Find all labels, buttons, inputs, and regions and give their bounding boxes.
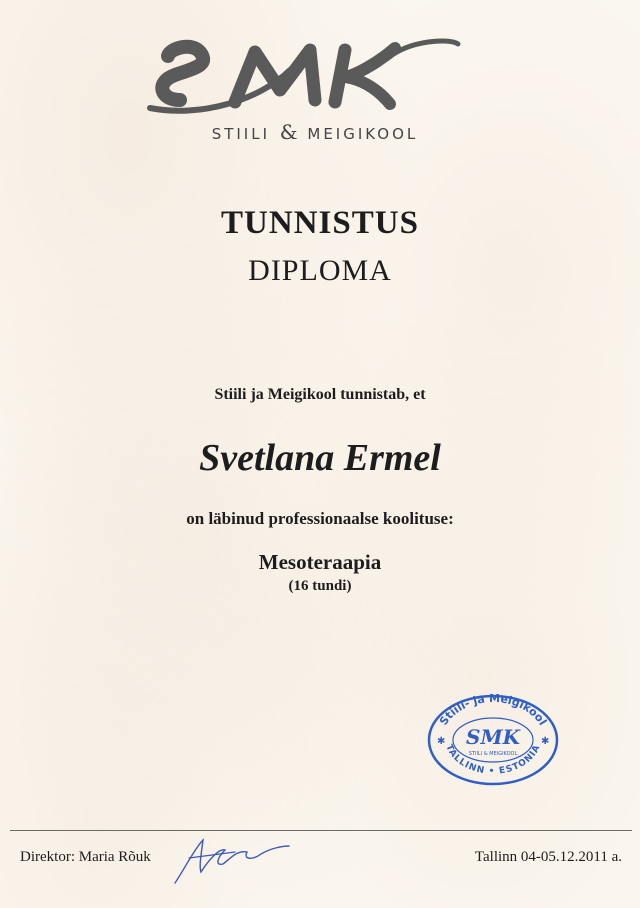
recipient-name: Svetlana Ermel bbox=[199, 437, 441, 479]
course-name: Mesoteraapia bbox=[258, 550, 382, 574]
certificate-subtitle: DIPLOMA bbox=[248, 254, 392, 287]
completion-text: on läbinud professionaalse koolituse: bbox=[186, 509, 454, 528]
place-and-date: Tallinn 04-05.12.2011 a. bbox=[474, 849, 622, 865]
director-signature bbox=[165, 828, 295, 890]
logo-subtitle bbox=[140, 120, 490, 144]
school-stamp bbox=[425, 692, 561, 788]
smk-logo-mark bbox=[140, 30, 490, 120]
logo-subtitle-left: STIILI bbox=[211, 125, 271, 143]
certificate-statement: Stiili ja Meigikool tunnistab, et bbox=[214, 386, 426, 403]
svg-text:✱: ✱ bbox=[437, 736, 446, 747]
svg-text:TALLINN • ESTONIA: TALLINN • ESTONIA bbox=[443, 743, 543, 777]
director-name: Direktor: Maria Rõuk bbox=[20, 849, 151, 865]
signature-mark bbox=[165, 828, 295, 890]
smk-logo bbox=[140, 30, 490, 150]
course-hours: (16 tundi) bbox=[288, 578, 352, 594]
logo-subtitle-amp: & bbox=[279, 120, 298, 144]
svg-text:Stiili- ja Meigikool: Stiili- ja Meigikool bbox=[436, 692, 550, 728]
logo-subtitle-right: MEIGIKOOL bbox=[307, 125, 419, 143]
svg-text:STIILI & MEIGIKOOL: STIILI & MEIGIKOOL bbox=[468, 751, 518, 757]
svg-text:✱: ✱ bbox=[541, 736, 550, 747]
footer-divider bbox=[10, 830, 632, 831]
certificate-title: TUNNISTUS bbox=[221, 205, 419, 241]
school-stamp-seal bbox=[425, 692, 561, 788]
svg-text:SMK: SMK bbox=[466, 725, 520, 749]
